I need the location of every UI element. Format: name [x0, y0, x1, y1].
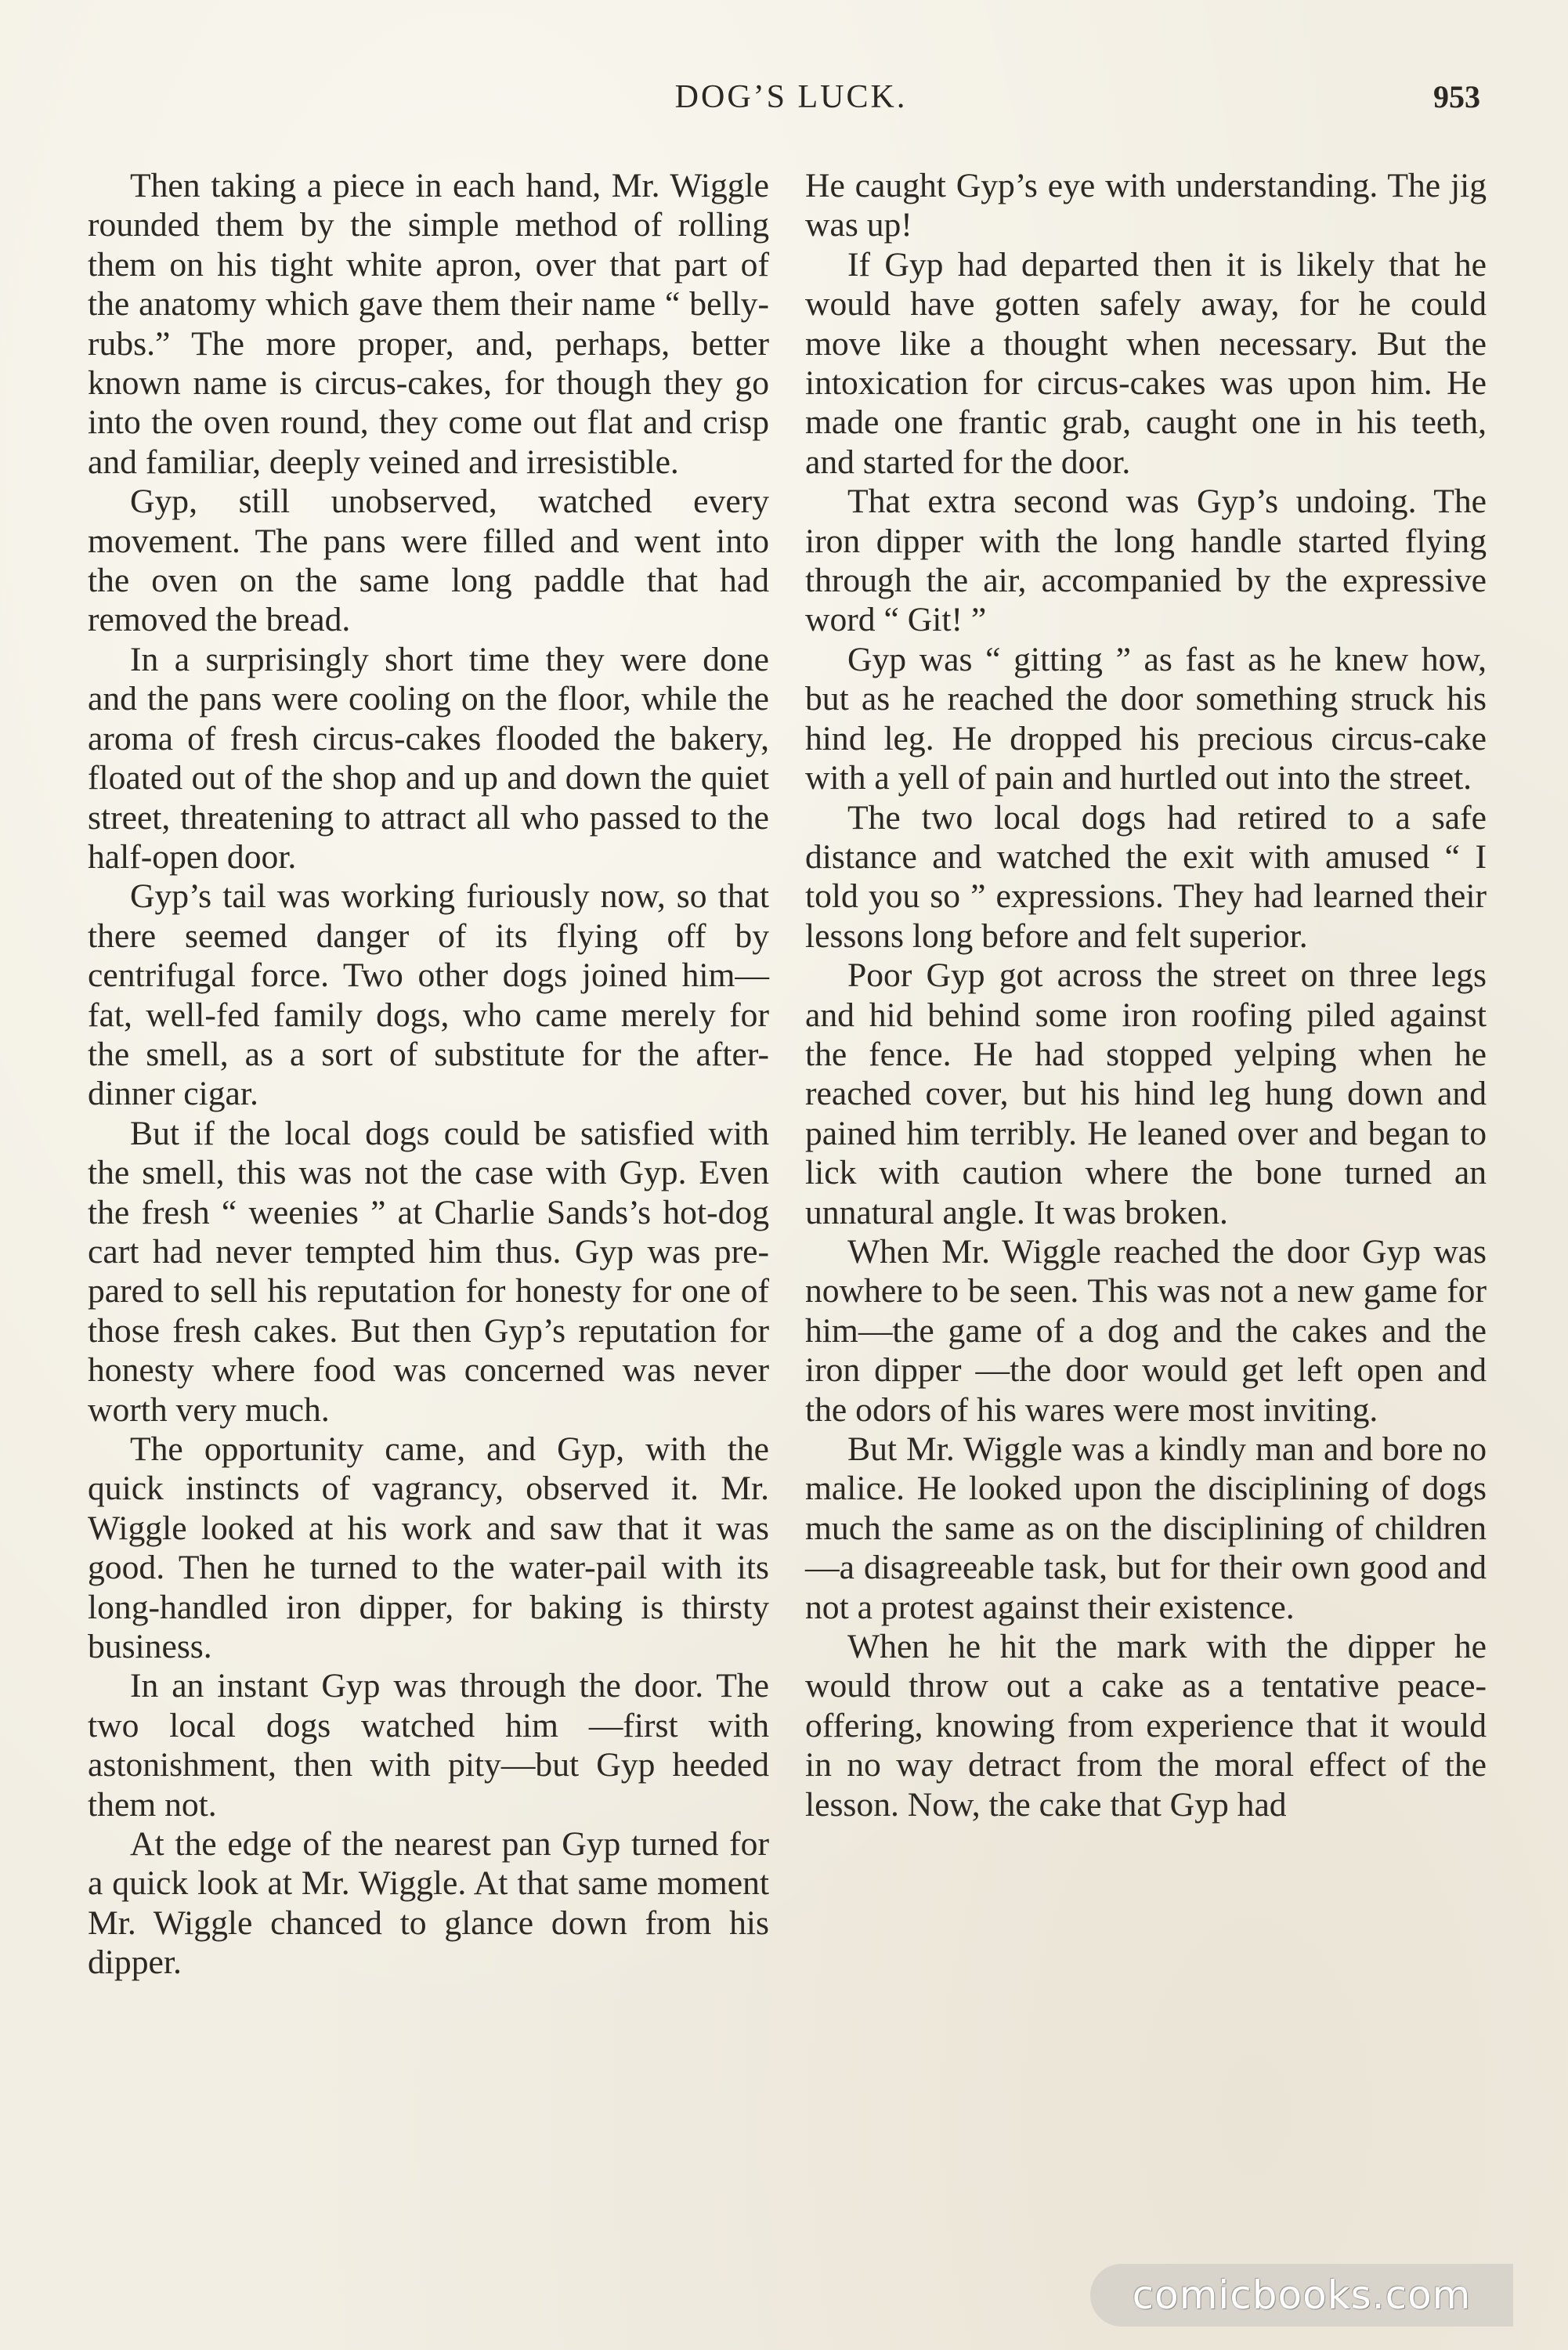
- left-column: [88, 166, 769, 1983]
- paragraph: Gyp, still unobserved, watched every movement. The pans were filled and went into the oven on the same long paddle that had removed the bread.: [88, 483, 769, 639]
- paragraph: When he hit the mark with the dipper he would throw out a cake as a tentative peace-offering, knowing from experience that it would in no way detract from the moral effect of the lesson. Now, the cake that Gyp had: [805, 1628, 1487, 1824]
- paragraph: In a surprisingly short time they were done and the pans were cooling on the floor, while the aroma of fresh circus-cakes flooded the bakery, floated out of the shop and up and down the quiet street, threatening to attract all who passed to the half-open door.: [88, 640, 769, 876]
- page-number: 953: [1433, 79, 1480, 114]
- watermark-text: comicbooks.com: [1132, 2272, 1472, 2318]
- paragraph: But Mr. Wiggle was a kindly man and bore no malice. He looked upon the disciplining of dogs much the same as on the disciplining of children—a disagreeable task, but for their own good and not a protest against their existence.: [805, 1430, 1487, 1626]
- paragraph: When Mr. Wiggle reached the door Gyp was nowhere to be seen. This was not a new game for him—the game of a dog and the cakes and the iron dipper —the door would get left open and the odors of his wares were most inviting.: [805, 1232, 1487, 1429]
- paragraph: At the edge of the nearest pan Gyp turned for a quick look at Mr. Wiggle. At that same moment Mr. Wiggle chanced to glance down from his dipper.: [88, 1825, 769, 1982]
- paragraph: But if the local dogs could be satisfied with the smell, this was not the case with Gyp. Even the fresh “ weenies ” at Charlie Sands’s hot-dog cart had never tempted him thus. Gyp was prepared to sell his reputation for honesty for one of those fresh cakes. But then Gyp’s reputation for honesty where food was concerned was never worth very much.: [88, 1114, 769, 1429]
- running-title: DOG’S LUCK.: [674, 79, 908, 115]
- right-column: [805, 166, 1487, 1824]
- paragraph: In an instant Gyp was through the door. The two local dogs watched him —first with astonishment, then with pity—but Gyp heeded them not.: [88, 1667, 769, 1824]
- paragraph: Then taking a piece in each hand, Mr. Wiggle rounded them by the simple method of rolling them on his tight white apron, over that part of the anatomy which gave them their name “ belly-rubs.” The more proper, and, perhaps, better known name is circus-cakes, for though they go into the oven round, they come out flat and crisp and familiar, deeply veined and irresistible.: [88, 167, 769, 481]
- paragraph: The opportunity came, and Gyp, with the quick instincts of vagrancy, observed it. Mr. Wiggle looked at his work and saw that it was good. Then he turned to the water-pail with its long-handled iron dipper, for baking is thirsty business.: [88, 1430, 769, 1666]
- watermark-badge: [1090, 2264, 1513, 2326]
- paragraph: If Gyp had departed then it is likely that he would have gotten safely away, for he could move like a thought when necessary. But the intoxication for circus-cakes was upon him. He made one frantic grab, caught one in his teeth, and started for the door.: [805, 245, 1487, 481]
- paragraph: Gyp’s tail was working furiously now, so that there seemed danger of its flying off by centrifugal force. Two other dogs joined him—fat, well-fed family dogs, who came merely for the smell, as a sort of substitute for the after-dinner cigar.: [88, 877, 769, 1113]
- paragraph: Poor Gyp got across the street on three legs and hid behind some iron roofing piled against the fence. He had stopped yelping when he reached cover, but his hind leg hung down and pained him terribly. He leaned over and began to lick with caution where the bone turned an unnatural angle. It was broken.: [805, 956, 1487, 1231]
- paragraph: That extra second was Gyp’s undoing. The iron dipper with the long handle started flying through the air, accompanied by the expressive word “ Git! ”: [805, 483, 1487, 639]
- paragraph: Gyp was “ gitting ” as fast as he knew how, but as he reached the door something struck his hind leg. He dropped his precious circus-cake with a yell of pain and hurtled out into the street.: [805, 640, 1487, 797]
- paragraph-continuation: He caught Gyp’s eye with understanding. The jig was up!: [805, 167, 1487, 244]
- page-header: [102, 78, 1480, 125]
- paragraph: The two local dogs had retired to a safe distance and watched the exit with amused “ I told you so ” expressions. They had learned their lessons long before and felt superior.: [805, 798, 1487, 955]
